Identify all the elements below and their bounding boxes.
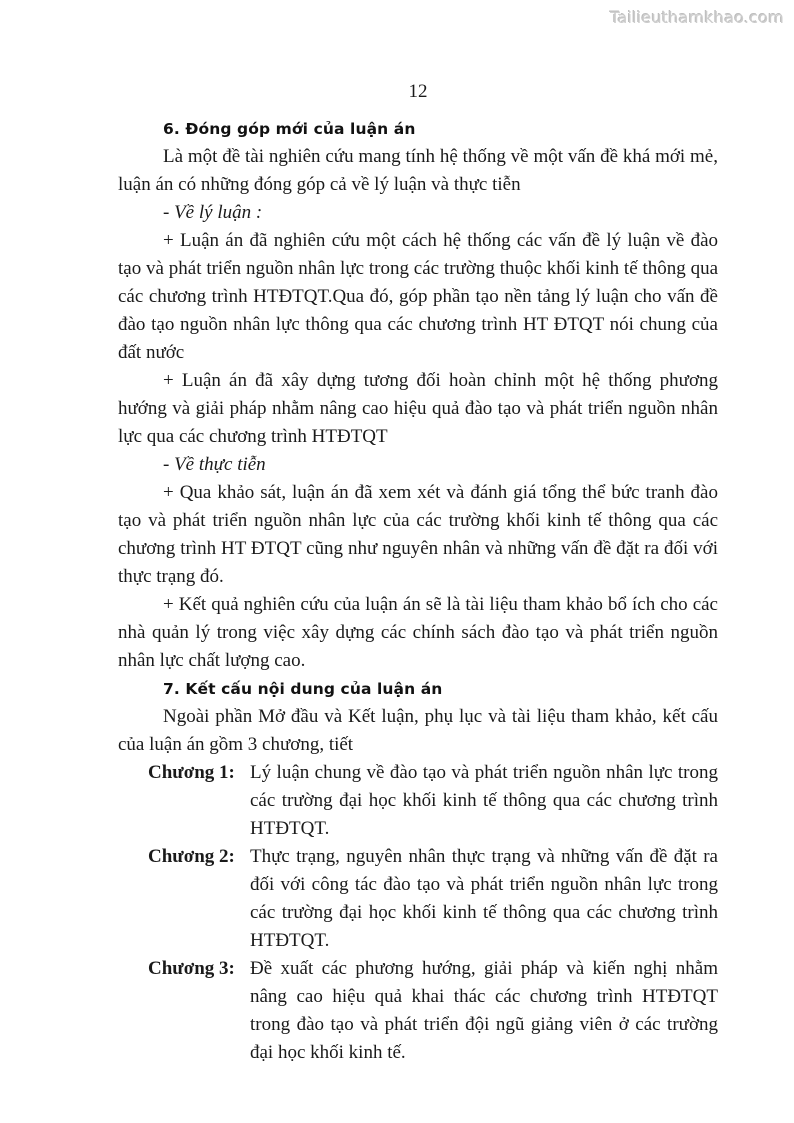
section-6-intro-paragraph: Là một đề tài nghiên cứu mang tính hệ thống về một vấn đề khá mới mẻ, luận án có những đóng góp cả về lý luận và thực tiễn bbox=[118, 146, 718, 195]
chapter-text: Lý luận chung về đào tạo và phát triển nguồn nhân lực trong các trường đại học khối kinh tế thông qua các chương trình HTĐTQT. bbox=[250, 762, 718, 839]
chapter-entry bbox=[118, 843, 718, 955]
site-watermark: Tailieuthamkhao.com bbox=[610, 8, 784, 27]
section-6-heading: 6. Đóng góp mới của luận án bbox=[163, 120, 416, 138]
chapter-text: Thực trạng, nguyên nhân thực trạng và những vấn đề đặt ra đối với công tác đào tạo và phát triển nguồn nhân lực trong các trường đại học khối kinh tế thông qua các chương trình HTĐTQT. bbox=[250, 846, 718, 951]
practice-sublabel: - Về thực tiễn bbox=[163, 454, 266, 475]
practice-point-paragraph: + Qua khảo sát, luận án đã xem xét và đánh giá tổng thể bức tranh đào tạo và phát triển nguồn nhân lực của các trường khối kinh tế thông qua các chương trình HT ĐTQT cũng như nguyên nhân và những vấn đề đặt ra đối với thực trạng đó. bbox=[118, 482, 718, 587]
chapter-entry bbox=[118, 955, 718, 1067]
chapter-entry bbox=[118, 759, 718, 843]
practice-point-paragraph: + Kết quả nghiên cứu của luận án sẽ là tài liệu tham khảo bổ ích cho các nhà quản lý trong việc xây dựng các chính sách đào tạo và phát triển nguồn nhân lực chất lượng cao. bbox=[118, 594, 718, 671]
theory-point-paragraph: + Luận án đã nghiên cứu một cách hệ thống các vấn đề lý luận về đào tạo và phát triển nguồn nhân lực trong các trường thuộc khối kinh tế thông qua các chương trình HTĐTQT.Qua đó, góp phần tạo nền tảng lý luận cho vấn đề đào tạo nguồn nhân lực thông qua các chương trình HT ĐTQT nói chung của đất nước bbox=[118, 230, 718, 363]
section-7-heading: 7. Kết cấu nội dung của luận án bbox=[163, 680, 443, 698]
page-body bbox=[118, 78, 718, 1067]
chapter-label: Chương 2: bbox=[148, 846, 235, 867]
chapter-label: Chương 1: bbox=[148, 762, 235, 783]
page-number: 12 bbox=[408, 81, 428, 102]
chapter-label: Chương 3: bbox=[148, 958, 235, 979]
section-7-intro-paragraph: Ngoài phần Mở đầu và Kết luận, phụ lục và tài liệu tham khảo, kết cấu của luận án gồm 3 chương, tiết bbox=[118, 706, 718, 755]
chapter-text: Đề xuất các phương hướng, giải pháp và kiến nghị nhằm nâng cao hiệu quả khai thác các chương trình HTĐTQT trong đào tạo và phát triển đội ngũ giảng viên ở các trường đại học khối kinh tế. bbox=[250, 958, 718, 1063]
theory-point-paragraph: + Luận án đã xây dựng tương đối hoàn chỉnh một hệ thống phương hướng và giải pháp nhằm nâng cao hiệu quả đào tạo và phát triển nguồn nhân lực qua các chương trình HTĐTQT bbox=[118, 370, 718, 447]
theory-sublabel: - Về lý luận : bbox=[163, 202, 263, 223]
